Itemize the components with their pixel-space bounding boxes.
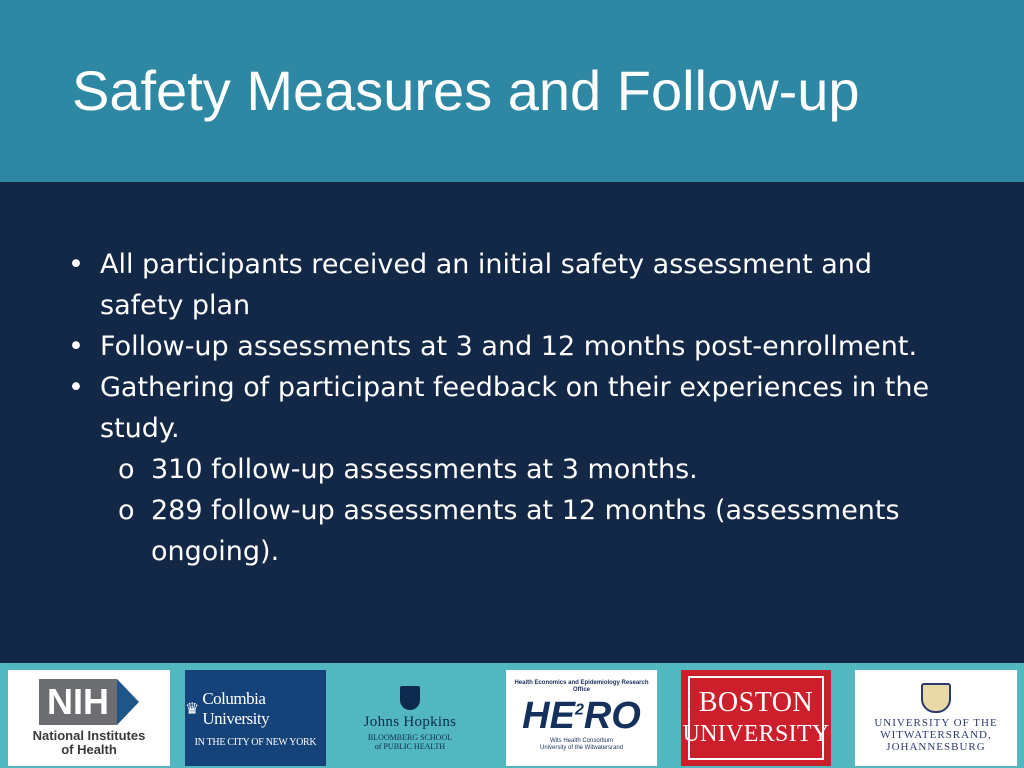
sub-bullet-item: [0, 490, 1024, 572]
hero-mark: [522, 694, 641, 738]
wits-line: UNIVERSITY OF THE: [874, 717, 998, 729]
hero-top-text: Health Economics and Epidemiology Research Office: [514, 680, 649, 693]
bullet-marker: •: [68, 372, 84, 403]
sub-bullet-text: 289 follow-up assessments at 12 months (assessments ongoing).: [151, 495, 900, 567]
shield-icon: [400, 686, 420, 710]
crown-icon: ♛: [185, 700, 200, 718]
bullet-text: Gathering of participant feedback on their experiences in the study.: [100, 372, 930, 444]
sub-bullet-item: [0, 449, 1024, 490]
title-bar: [0, 0, 1024, 182]
nih-mark: [39, 679, 139, 725]
bu-line: BOSTON: [698, 687, 814, 718]
columbia-name: Columbia University: [202, 688, 270, 728]
bullet-item: [0, 326, 1024, 367]
jhu-subtitle: [368, 733, 452, 751]
hero-subtitle-line: University of the Witwatersrand: [539, 745, 624, 751]
jhu-subtitle-line: of PUBLIC HEALTH: [374, 741, 446, 751]
hero-subtitle-line: Wits Health Consortium: [549, 738, 614, 744]
hero-logo: [506, 670, 657, 766]
jhu-subtitle-line: BLOOMBERG SCHOOL: [367, 732, 453, 742]
nih-mark-text: NIH: [39, 679, 117, 725]
jhu-logo: [345, 670, 475, 766]
sub-bullet-text: 310 follow-up assessments at 3 months.: [151, 454, 698, 485]
sub-bullet-marker: o: [118, 495, 135, 526]
bullet-text: All participants received an initial safety assessment and safety plan: [100, 249, 873, 321]
bullet-item: [0, 244, 1024, 326]
hero-mark-part: RO: [583, 695, 641, 737]
hero-mark-sup: 2: [574, 701, 584, 719]
hero-mark-part: HE: [522, 695, 575, 737]
bu-logo: [681, 670, 831, 766]
wits-line: JOHANNESBURG: [886, 741, 986, 753]
crest-icon: [921, 683, 951, 713]
bullet-item: [0, 367, 1024, 449]
wits-logo: [855, 670, 1017, 766]
bullet-text: Follow-up assessments at 3 and 12 months post-enrollment.: [100, 331, 918, 362]
nih-logo: [8, 670, 170, 766]
columbia-subtitle: IN THE CITY OF NEW YORK: [194, 736, 317, 748]
nih-subtitle-line: of Health: [61, 742, 117, 757]
columbia-logo: [185, 670, 326, 766]
bu-line: UNIVERSITY: [682, 721, 830, 747]
bullet-marker: •: [68, 331, 84, 362]
bullet-list: [0, 244, 1024, 572]
nih-subtitle: [33, 729, 146, 757]
nih-subtitle-line: National Institutes: [32, 728, 146, 743]
nih-chevron-icon: [117, 679, 139, 725]
hero-subtitle: [540, 738, 623, 752]
bullet-marker: •: [68, 249, 84, 280]
bu-frame: [682, 676, 830, 760]
jhu-name: Johns Hopkins: [363, 713, 457, 730]
wits-line: WITWATERSRAND,: [880, 729, 992, 741]
sub-bullet-marker: o: [118, 454, 135, 485]
slide-title: Safety Measures and Follow-up: [72, 59, 860, 122]
